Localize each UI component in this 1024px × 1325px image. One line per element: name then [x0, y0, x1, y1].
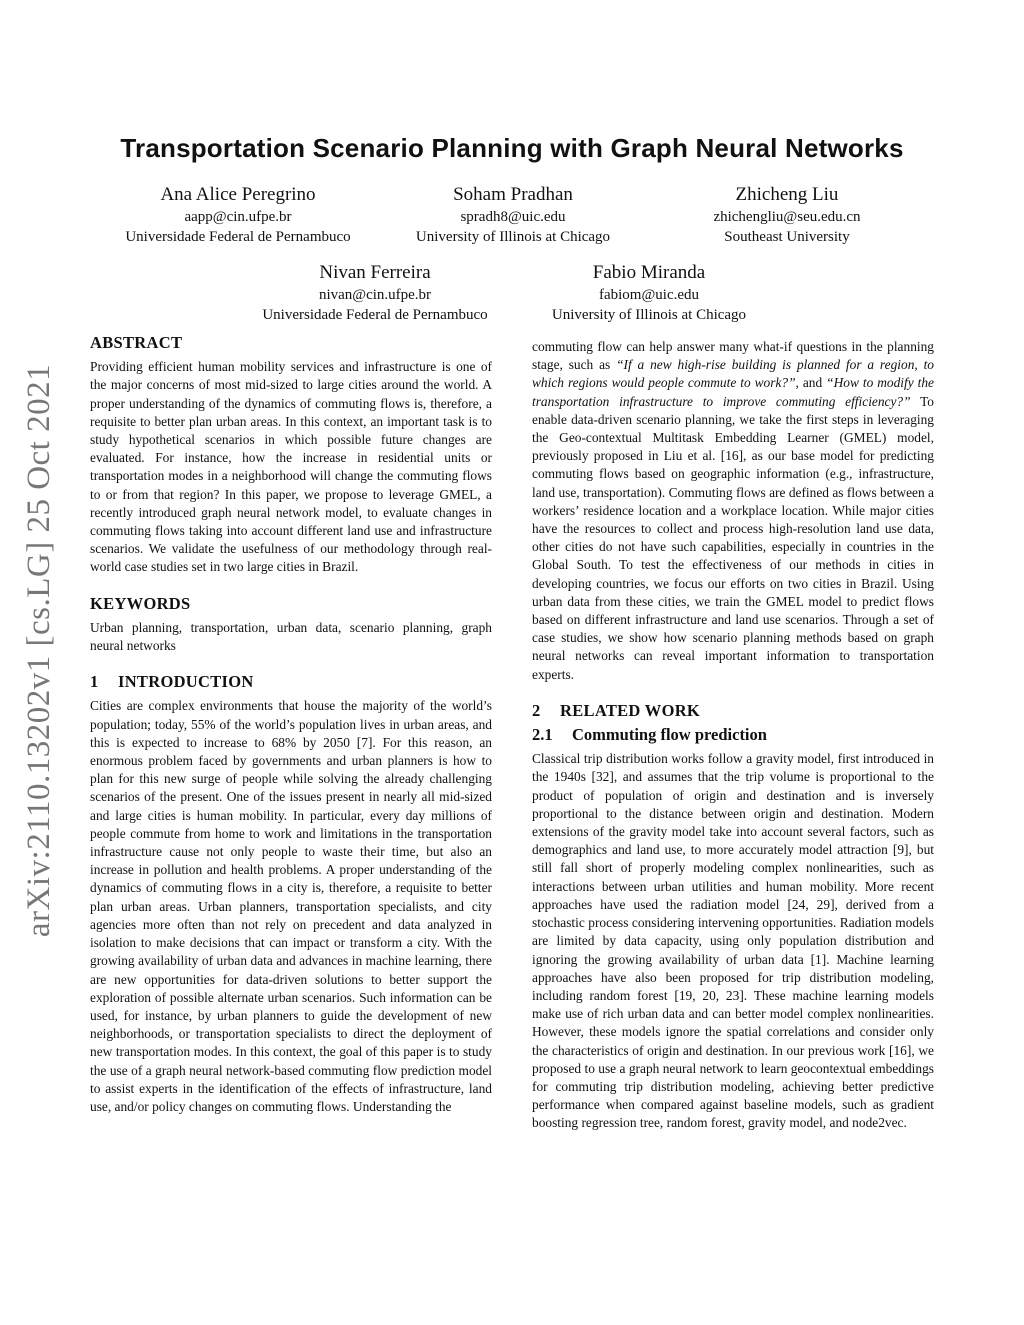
author-email: spradh8@uic.edu	[460, 209, 566, 225]
keywords-heading: KEYWORDS	[90, 593, 191, 613]
related-work-heading	[532, 702, 934, 720]
introduction-heading	[90, 673, 492, 691]
intro-continued-after: To enable data-driven scenario planning, we take the first steps in leveraging the Geo-contextual Multitask Embedding Learner (GMEL) model, previously proposed in Liu et al. [16], as our base model for predicting commuting flows based on geographic information (e.g., infrastructure, land use, transportation). Commuting flows are defined as flows between a workers’ residence location and a workplace location. While major cities have the resources to collect and process high-resolution land use data, other cities do not have such capabilities, especially in countries in the Global South. To test the effectiveness of our methods in cities in developing countries, we focus our efforts on two cities in Brazil. Using urban data from these cities, we train the GMEL model to predict flows based on different infrastructure and land use scenarios. Through a set of case studies, we show how scenario planning methods based on graph neural networks can reveal important information to transportation experts.	[532, 393, 935, 682]
arxiv-id: arXiv:2110.13202v1 [cs.LG] 25 Oct 2021	[21, 363, 58, 937]
intro-continued-before: commuting flow can help answer many what-if questions in the planning stage, such as	[532, 339, 934, 373]
related-work-text: Classical trip distribution works follow a gravity model, first introduced in the 1940s [32], and assumes that the trip volume is proportional to the product of population of origin and destination and is inversely proportional to the distance between origin and destination. Modern extensions of the gravity model take into account several factors, such as demographics and land use, to more accurately model attraction [9], but still fall short of properly modeling complex nonlinearities, such as interactions between urban utilities and human mobility. More recent approaches have used the radiation model [24, 29], derived from a stochastic process considering intervening opportunities. Radiation models are limited by data capacity, using only population distribution and ignoring the growing availability of urban data [1]. Machine learning approaches have also been proposed for trip distribution modeling, including random forest [19, 20, 23]. These machine learning models make use of rich urban data and can better model complex nonlinearities. However, these models ignore the spatial correlations and consider only the characteristics of origin and destination. In our previous work [16], we proposed to use a graph neural network to learn geocontextual embeddings for commuting trip distribution modeling, achieving better predictive performance when compared against baseline models, such as gradient boosting regression tree, random forest, gravity model, and node2vec.	[532, 751, 934, 1131]
author-name: Soham Pradhan	[453, 184, 573, 205]
intro-quote-2: “How to modify the transportation infrastructure to improve commuting efficiency?”	[532, 375, 934, 409]
author-affiliation: University of Illinois at Chicago	[551, 307, 747, 323]
keywords-text: Urban planning, transportation, urban data, scenario planning, graph neural networks	[90, 619, 492, 654]
author-email: nivan@cin.ufpe.br	[318, 287, 432, 303]
abstract-heading: ABSTRACT	[90, 333, 183, 352]
author-block-1	[88, 183, 388, 247]
author-affiliation: Universidade Federal de Pernambuco	[262, 307, 488, 323]
section-number: 2	[532, 700, 541, 720]
introduction-continued	[532, 338, 934, 684]
author-block-5	[524, 261, 774, 325]
paper-title: Transportation Scenario Planning with Graph Neural Networks	[120, 133, 904, 163]
author-email: fabiom@uic.edu	[598, 287, 700, 303]
introduction-text: Cities are complex environments that house the majority of the world’s population; today, 55% of the world’s population lives in urban areas, and this is expected to increase to 68% by 2050 [7]. For this reason, an enormous problem faced by governments and urban planners is how to plan for this new surge of people while solving the already challenging scenarios of the present. One of the issues present in nearly all mid-sized and large cities is human mobility. In particular, every day millions of people commute from home to work and limitations in the transportation infrastructure cause not only people to waste their time, but also an increase in pollution and health problems. A proper understanding of the dynamics of commuting flows in a city is, therefore, a requisite to better plan urban areas. Urban planners, transportation specialists, and city agencies more often than not rely on precedent and data analyzed in isolation to make decisions that can impact or transform a city. With the growing availability of urban data and advances in machine learning, there are new opportunities for data-driven solutions to better support the exploration of possible alternate urban scenarios. Such information can be used, for instance, by urban planners to guide the development of new neighborhoods, or transportation specialists to direct the deployment of new transportation modes. In this context, the goal of this paper is to study the use of a graph neural network-based commuting flow prediction model to assist experts in the identification of the effects of infrastructure, land use, and/or policy changes on commuting flows. Understanding the	[90, 698, 492, 1114]
section-number: 1	[90, 672, 99, 692]
section-title: INTRODUCTION	[118, 672, 254, 692]
subsection-heading	[532, 726, 934, 744]
intro-between-quotes: , and	[795, 375, 827, 391]
author-name: Nivan Ferreira	[319, 262, 431, 283]
author-block-3	[672, 183, 902, 247]
author-email: zhichengliu@seu.edu.cn	[713, 209, 861, 225]
section-title: RELATED WORK	[560, 700, 701, 720]
author-affiliation: University of Illinois at Chicago	[415, 229, 611, 245]
author-block-4	[234, 261, 516, 325]
arxiv-sidebar-stamp	[8, 340, 72, 960]
subsection-number: 2.1	[532, 725, 553, 745]
left-column	[90, 334, 492, 1116]
author-email: aapp@cin.ufpe.br	[184, 209, 292, 225]
author-affiliation: Southeast University	[724, 229, 850, 245]
author-affiliation: Universidade Federal de Pernambuco	[125, 229, 351, 245]
abstract-text: Providing efficient human mobility services and infrastructure is one of the major concerns of most mid-sized to large cities around the world. A proper understanding of the dynamics of commuting flows is, therefore, a requisite to better plan urban areas. In this context, an important task is to study hypothetical scenarios in which possible future changes are evaluated. For instance, how the increase in residential units or transportation modes in a neighborhood will change the commuting flows to or from that region? In this paper, we propose to leverage GMEL, a recently introduced graph neural network model, to evaluate changes in commuting flows taking into account different land use and infrastructure scenarios. We validate the usefulness of our methodology through real-world case studies set in two large cities in Brazil.	[90, 359, 492, 575]
subsection-title: Commuting flow prediction	[572, 725, 767, 745]
author-block-2	[382, 183, 644, 247]
author-name: Zhicheng Liu	[735, 184, 839, 205]
intro-quote-1: “If a new high-rise building is planned for a region, to which regions would people commute to work?”	[532, 357, 935, 391]
right-column	[532, 338, 934, 1133]
author-name: Fabio Miranda	[592, 262, 706, 283]
author-name: Ana Alice Peregrino	[160, 184, 316, 205]
